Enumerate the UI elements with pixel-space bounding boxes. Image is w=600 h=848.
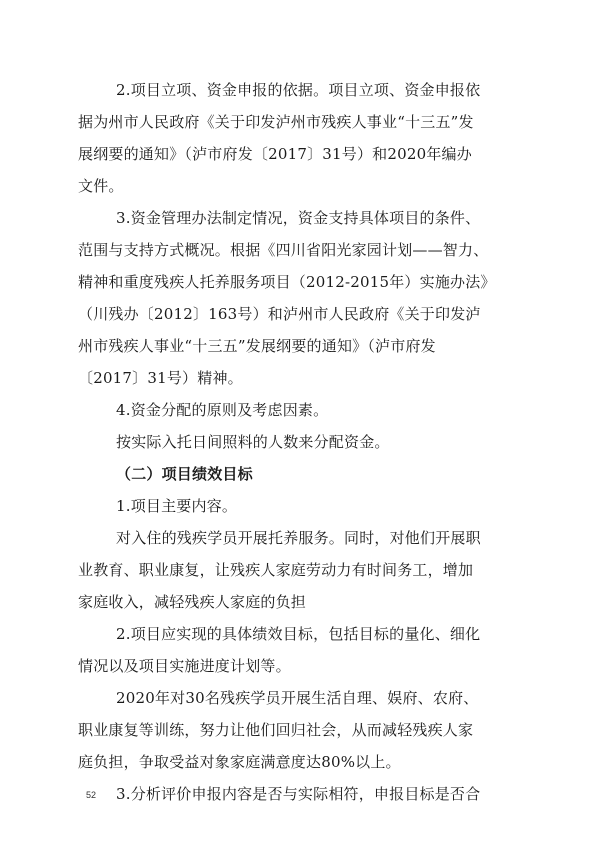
text-line: 职业康复等训练，努力让他们回归社会，从而减轻残疾人家 [78, 721, 474, 739]
text-line: 按实际入托日间照料的人数来分配资金。 [116, 433, 390, 451]
text-line: 2.项目应实现的具体绩效目标，包括目标的量化、细化 [116, 625, 481, 643]
page-number: 52 [86, 790, 97, 800]
text-line: 2.项目立项、资金申报的依据。项目立项、资金申报依 [116, 81, 481, 99]
text-line: 3.资金管理办法制定情况，资金支持具体项目的条件、 [116, 209, 481, 227]
text-line: 对入住的残疾学员开展托养服务。同时，对他们开展职 [116, 529, 481, 547]
text-line: 精神和重度残疾人托养服务项目（2012-2015年）实施办法》 [78, 273, 496, 291]
text-line: （川残办〔2012〕163号）和泸州市人民政府《关于印发泸 [78, 305, 481, 323]
text-line: 州市残疾人事业“十三五”发展纲要的通知》（泸市府发 [78, 337, 436, 355]
section-heading: （二）项目绩效目标 [116, 465, 253, 483]
text-line: 业教育、职业康复，让残疾人家庭劳动力有时间务工，增加 [78, 561, 474, 579]
text-line: 4.资金分配的原则及考虑因素。 [116, 401, 329, 419]
text-line: 范围与支持方式概况。根据《四川省阳光家园计划——智力、 [78, 241, 489, 259]
text-line: 1.项目主要内容。 [116, 497, 238, 515]
text-line: 〔2017〕31号）精神。 [78, 369, 243, 387]
text-line: 展纲要的通知》（泸市府发〔2017〕31号）和2020年编办 [78, 145, 472, 163]
text-line: 情况以及项目实施进度计划等。 [78, 657, 291, 675]
text-line: 庭负担，争取受益对象家庭满意度达80%以上。 [78, 753, 401, 771]
text-line: 家庭收入，减轻残疾人家庭的负担 [78, 593, 307, 611]
text-line: 据为州市人民政府《关于印发泸州市残疾人事业“十三五”发 [78, 113, 474, 131]
text-line: 文件。 [78, 177, 124, 195]
text-line: 3.分析评价申报内容是否与实际相符，申报目标是否合 [116, 785, 481, 803]
text-line: 2020年对30名残疾学员开展生活自理、娱府、农府、 [116, 689, 479, 707]
